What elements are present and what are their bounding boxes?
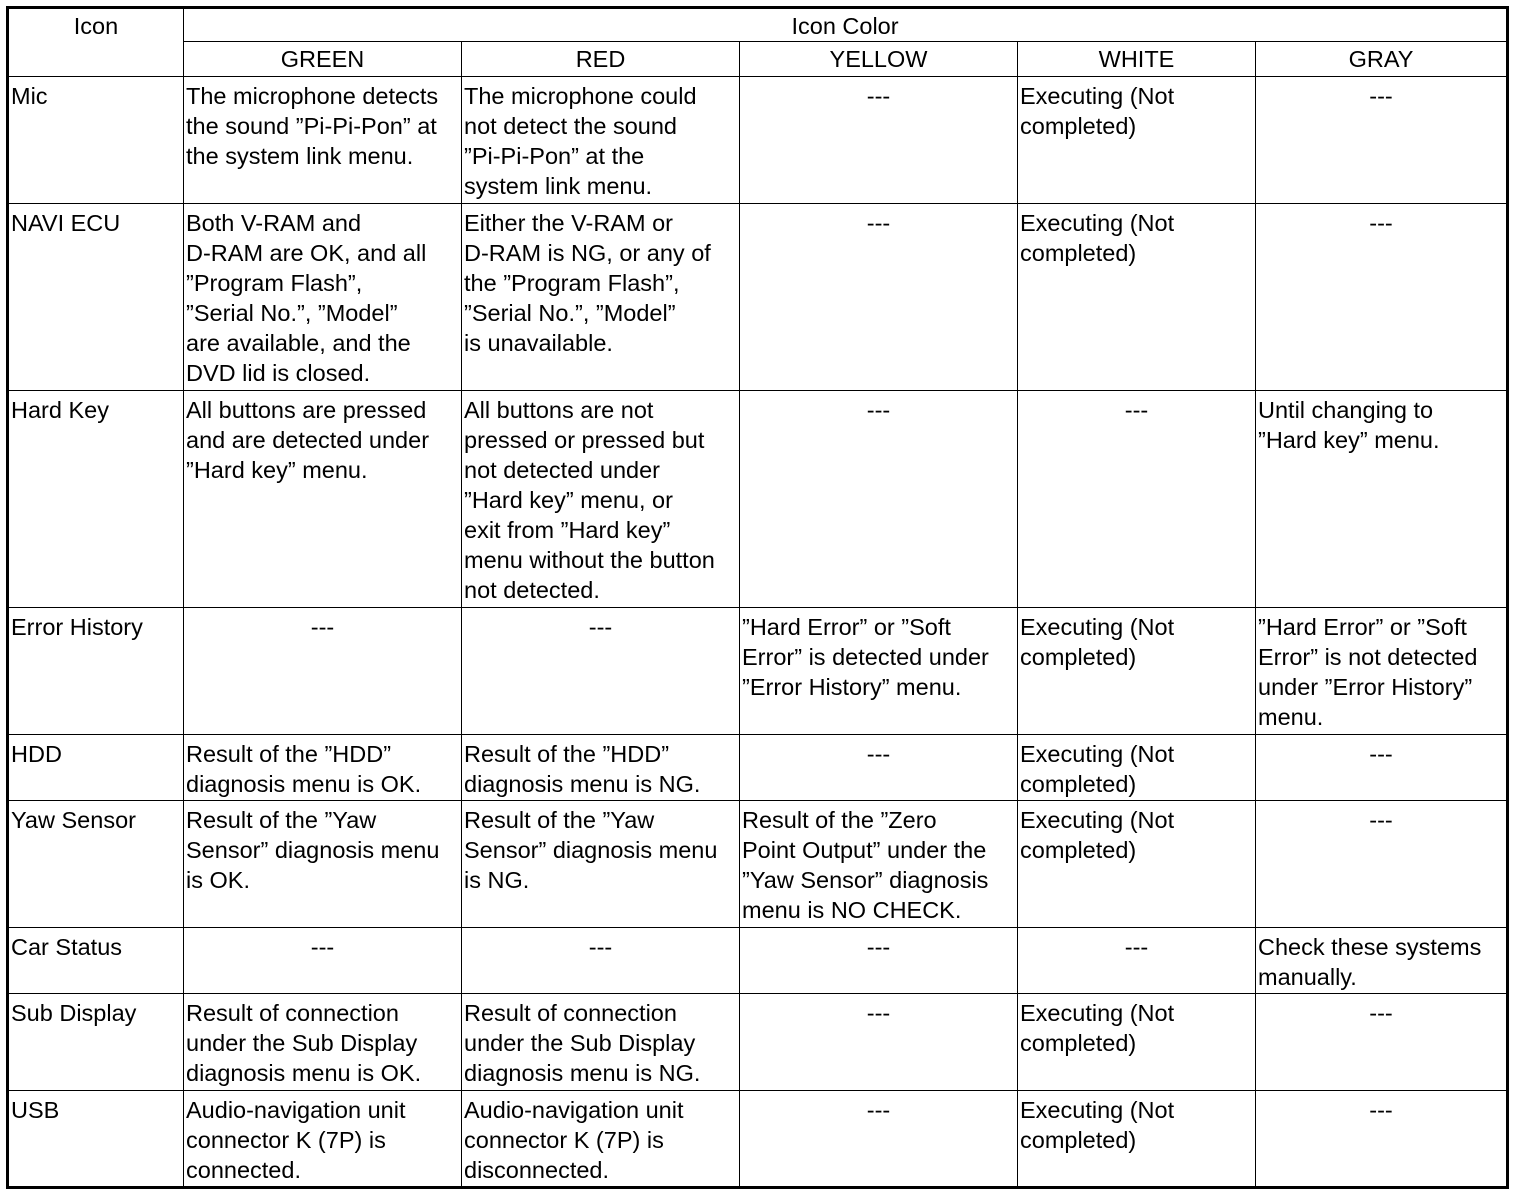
cell-green: --- — [184, 608, 462, 735]
cell-green: The microphone detects the sound ”Pi-Pi-Pon” at the system link menu. — [184, 77, 462, 204]
cell-red: Result of connection under the Sub Display diagnosis menu is NG. — [462, 994, 740, 1091]
cell-red: All buttons are not pressed or pressed but not detected under ”Hard key” menu, or exit from ”Hard key” menu without the button not detected. — [462, 391, 740, 608]
table-row — [8, 608, 1508, 735]
table-row — [8, 1091, 1508, 1188]
icon-color-table — [6, 6, 1509, 1189]
cell-green: Result of the ”Yaw Sensor” diagnosis menu is OK. — [184, 801, 462, 928]
cell-icon: Sub Display — [8, 994, 184, 1091]
header-icon-color: Icon Color — [184, 8, 1508, 42]
table-row — [8, 928, 1508, 994]
cell-icon: Hard Key — [8, 391, 184, 608]
cell-gray: Check these systems manually. — [1256, 928, 1508, 994]
table-row — [8, 801, 1508, 928]
cell-icon: Car Status — [8, 928, 184, 994]
table-row — [8, 77, 1508, 204]
cell-white: Executing (Not completed) — [1018, 994, 1256, 1091]
cell-yellow: --- — [740, 994, 1018, 1091]
header-red: RED — [462, 42, 740, 77]
cell-red: The microphone could not detect the sound ”Pi-Pi-Pon” at the system link menu. — [462, 77, 740, 204]
cell-yellow: --- — [740, 77, 1018, 204]
cell-white: Executing (Not completed) — [1018, 204, 1256, 391]
cell-green: Audio-navigation unit connector K (7P) is connected. — [184, 1091, 462, 1188]
table-wrapper — [6, 6, 1509, 1189]
cell-white: --- — [1018, 928, 1256, 994]
header-white: WHITE — [1018, 42, 1256, 77]
cell-icon: Error History — [8, 608, 184, 735]
cell-white: Executing (Not completed) — [1018, 1091, 1256, 1188]
cell-yellow: --- — [740, 735, 1018, 801]
cell-yellow: --- — [740, 928, 1018, 994]
cell-white: Executing (Not completed) — [1018, 735, 1256, 801]
cell-red: Either the V-RAM or D-RAM is NG, or any of the ”Program Flash”, ”Serial No.”, ”Model” is unavailable. — [462, 204, 740, 391]
header-row-2 — [8, 42, 1508, 77]
cell-gray: --- — [1256, 1091, 1508, 1188]
cell-yellow: --- — [740, 1091, 1018, 1188]
cell-gray: Until changing to ”Hard key” menu. — [1256, 391, 1508, 608]
cell-green: All buttons are pressed and are detected under ”Hard key” menu. — [184, 391, 462, 608]
table-row — [8, 391, 1508, 608]
cell-icon: Yaw Sensor — [8, 801, 184, 928]
cell-gray: --- — [1256, 994, 1508, 1091]
header-row-1 — [8, 8, 1508, 42]
table-row — [8, 204, 1508, 391]
cell-yellow: --- — [740, 204, 1018, 391]
cell-yellow: Result of the ”Zero Point Output” under the ”Yaw Sensor” diagnosis menu is NO CHECK. — [740, 801, 1018, 928]
cell-green: Result of the ”HDD” diagnosis menu is OK. — [184, 735, 462, 801]
cell-white: Executing (Not completed) — [1018, 608, 1256, 735]
cell-green: --- — [184, 928, 462, 994]
header-gray: GRAY — [1256, 42, 1508, 77]
cell-red: Audio-navigation unit connector K (7P) is disconnected. — [462, 1091, 740, 1188]
cell-red: --- — [462, 928, 740, 994]
table-row — [8, 735, 1508, 801]
cell-green: Both V-RAM and D-RAM are OK, and all ”Program Flash”, ”Serial No.”, ”Model” are available, and the DVD lid is closed. — [184, 204, 462, 391]
header-yellow: YELLOW — [740, 42, 1018, 77]
cell-gray: --- — [1256, 204, 1508, 391]
cell-red: Result of the ”HDD” diagnosis menu is NG. — [462, 735, 740, 801]
cell-icon: Mic — [8, 77, 184, 204]
header-green: GREEN — [184, 42, 462, 77]
cell-white: Executing (Not completed) — [1018, 801, 1256, 928]
header-icon: Icon — [8, 8, 184, 77]
table-row — [8, 994, 1508, 1091]
cell-white: --- — [1018, 391, 1256, 608]
cell-gray: --- — [1256, 735, 1508, 801]
cell-icon: HDD — [8, 735, 184, 801]
cell-white: Executing (Not completed) — [1018, 77, 1256, 204]
cell-yellow: --- — [740, 391, 1018, 608]
cell-icon: NAVI ECU — [8, 204, 184, 391]
cell-red: Result of the ”Yaw Sensor” diagnosis menu is NG. — [462, 801, 740, 928]
cell-gray: --- — [1256, 77, 1508, 204]
cell-red: --- — [462, 608, 740, 735]
cell-gray: ”Hard Error” or ”Soft Error” is not detected under ”Error History” menu. — [1256, 608, 1508, 735]
cell-icon: USB — [8, 1091, 184, 1188]
cell-gray: --- — [1256, 801, 1508, 928]
cell-green: Result of connection under the Sub Display diagnosis menu is OK. — [184, 994, 462, 1091]
cell-yellow: ”Hard Error” or ”Soft Error” is detected under ”Error History” menu. — [740, 608, 1018, 735]
